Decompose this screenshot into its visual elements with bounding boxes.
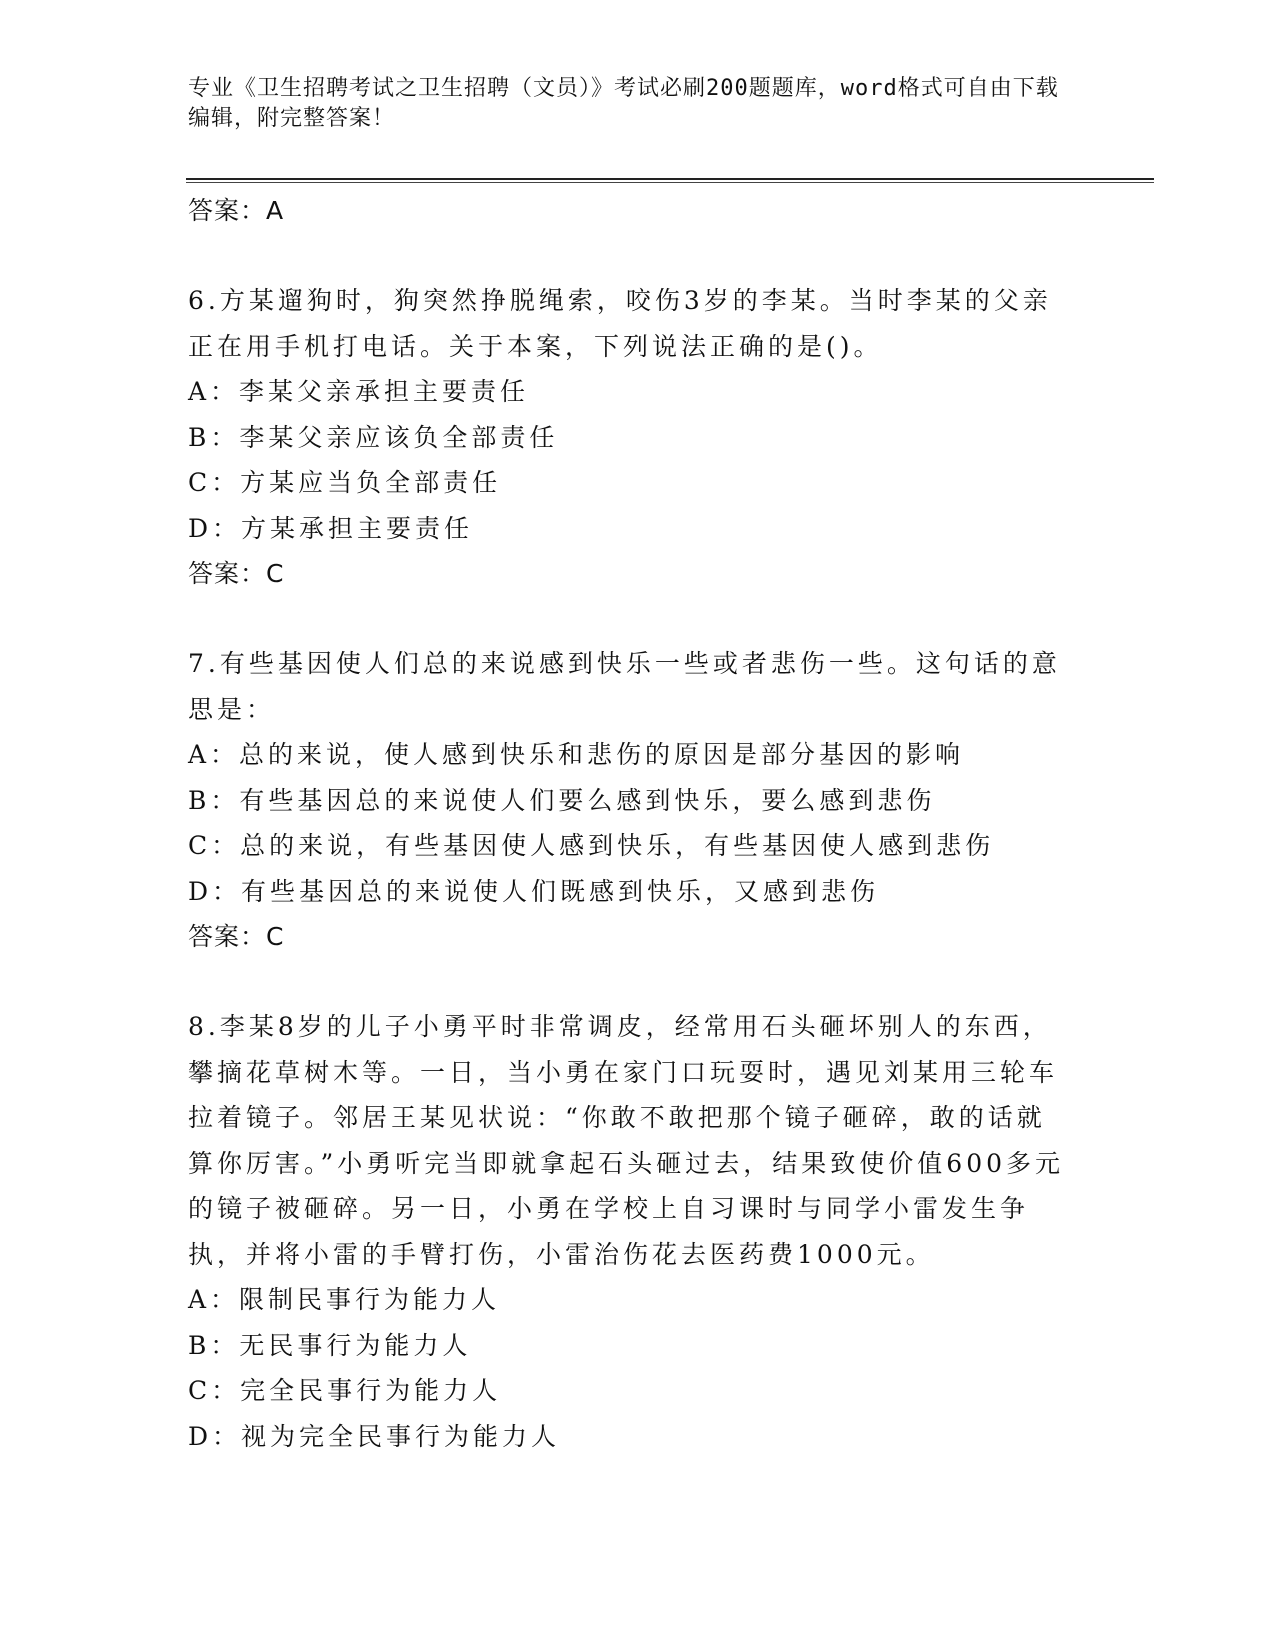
question-6 [188, 278, 1068, 597]
previous-answer: 答案：A [188, 196, 285, 225]
option-b: B：有些基因总的来说使人们要么感到快乐，要么感到悲伤 [188, 785, 936, 815]
question-7 [188, 641, 1068, 960]
option-c: C：总的来说，有些基因使人感到快乐，有些基因使人感到悲伤 [188, 831, 995, 860]
option-d: D：视为完全民事行为能力人 [188, 1421, 561, 1451]
answer-line: 答案：C [188, 922, 285, 951]
question-8 [188, 1004, 1068, 1459]
option-c: C：方某应当负全部责任 [188, 468, 502, 497]
option-a: A：总的来说，使人感到快乐和悲伤的原因是部分基因的影响 [188, 740, 965, 769]
document-header: 专业《卫生招聘考试之卫生招聘（文员）》考试必刷200题题库，word格式可自由下载编辑，附完整答案！ [188, 76, 1059, 131]
option-d: D：方某承担主要责任 [188, 513, 474, 543]
question-stem: 6.方某遛狗时，狗突然挣脱绳索，咬伤3岁的李某。当时李某的父亲正在用手机打电话。关于本案，下列说法正确的是()。 [188, 286, 1052, 361]
option-b: B：无民事行为能力人 [188, 1330, 472, 1360]
option-a: A：限制民事行为能力人 [188, 1285, 501, 1314]
header-divider-thin [186, 182, 1154, 183]
question-stem: 7.有些基因使人们总的来说感到快乐一些或者悲伤一些。这句话的意思是： [188, 649, 1061, 724]
option-a: A：李某父亲承担主要责任 [188, 377, 530, 406]
question-stem: 8.李某8岁的儿子小勇平时非常调皮，经常用石头砸坏别人的东西，攀摘花草树木等。一日，当小勇在家门口玩耍时，遇见刘某用三轮车拉着镜子。邻居王某见状说：“你敢不敢把那个镜子砸碎，敢的话就算你厉害。”小勇听完当即就拿起石头砸过去，结果致使价值600多元的镜子被砸碎。另一日，小勇在学校上自习课时与同学小雷发生争执，并将小雷的手臂打伤，小雷治伤花去医药费1000元。 [188, 1012, 1065, 1269]
option-c: C：完全民事行为能力人 [188, 1376, 502, 1405]
answer-line: 答案：C [188, 559, 285, 588]
option-d: D：有些基因总的来说使人们既感到快乐，又感到悲伤 [188, 876, 880, 906]
document-body [188, 188, 1068, 1459]
option-b: B：李某父亲应该负全部责任 [188, 422, 559, 452]
header-divider [186, 178, 1154, 180]
